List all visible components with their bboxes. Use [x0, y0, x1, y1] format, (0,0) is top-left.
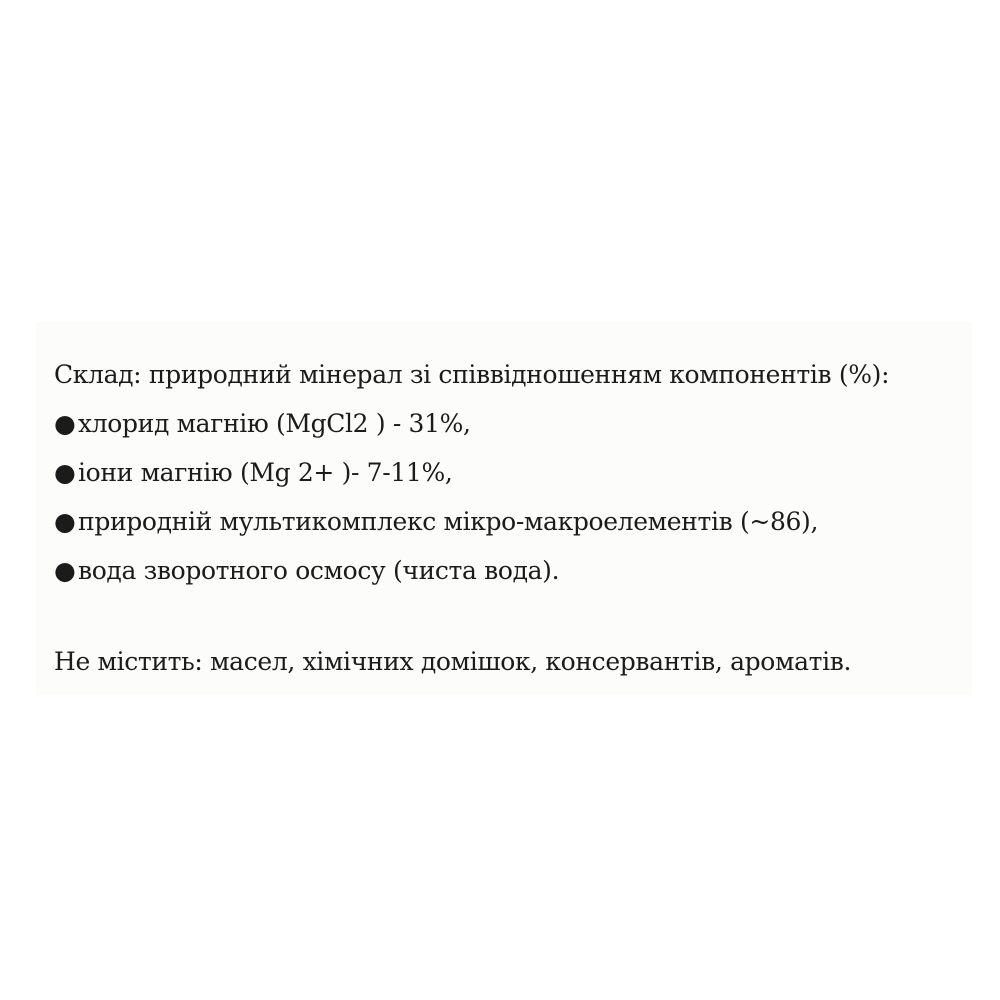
- bullet-icon: ●: [54, 458, 76, 487]
- paragraph-spacer: [54, 595, 972, 637]
- bullet-icon: ●: [54, 409, 76, 438]
- composition-item: [54, 448, 972, 497]
- composition-item: [54, 497, 972, 546]
- composition-item: [54, 399, 972, 448]
- exclusions-text: Не містить: масел, хімічних домішок, консервантів, ароматів.: [54, 647, 852, 676]
- composition-item-text: хлорид магнію (MgCl2 ) - 31%,: [78, 409, 471, 438]
- composition-item-text: природній мультикомплекс мікро-макроелементів (~86),: [78, 507, 819, 536]
- bullet-icon: ●: [54, 556, 76, 585]
- composition-item-text: іони магнію (Mg 2+ )- 7-11%,: [78, 458, 453, 487]
- ingredients-panel: [36, 322, 972, 695]
- composition-item: [54, 546, 972, 595]
- composition-heading: Склад: природний мінерал зі співвідношенням компонентів (%):: [54, 360, 890, 389]
- composition-item-text: вода зворотного осмосу (чиста вода).: [78, 556, 560, 585]
- bullet-icon: ●: [54, 507, 76, 536]
